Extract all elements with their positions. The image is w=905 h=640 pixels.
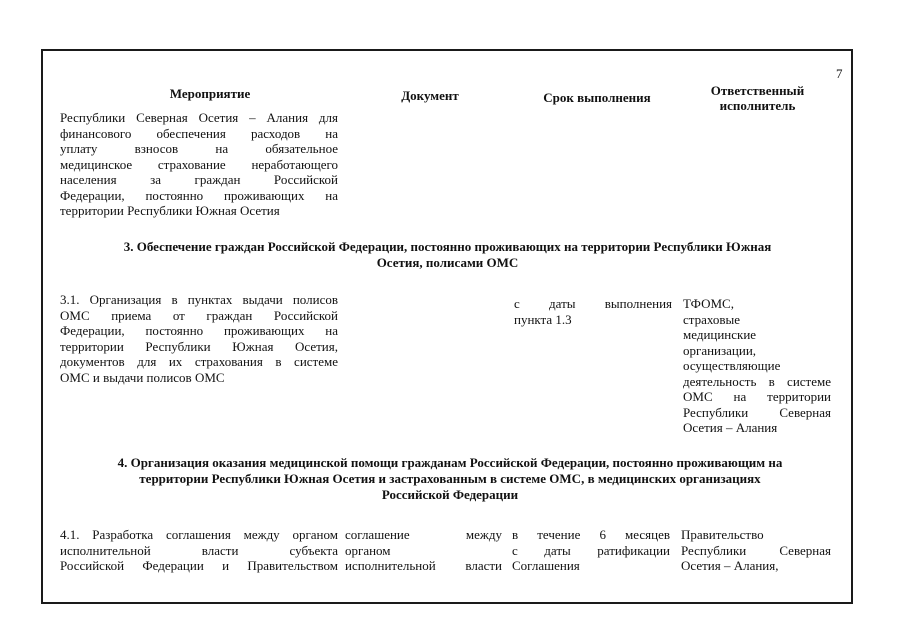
- item-3-1-line: Федерации, постоянно проживающих на: [60, 323, 338, 338]
- item-3-1-resp-line: ОМС на территории: [683, 389, 831, 404]
- carryover-line: Федерации, постоянно проживающих на: [60, 187, 338, 203]
- item-4-1-responsible: [681, 527, 831, 574]
- item-4-1-line: 4.1. Разработка соглашения между органом: [60, 527, 338, 542]
- section-3-heading: [60, 239, 835, 271]
- carryover-line: медицинское страхование неработающего: [60, 156, 338, 172]
- section-3-line2: Осетия, полисами ОМС: [376, 255, 519, 270]
- item-3-1-responsible: [683, 296, 831, 436]
- header-responsible: [690, 83, 825, 113]
- item-3-1-line: территории Республики Южная Осетия,: [60, 338, 338, 354]
- item-4-1-line: исполнительной власти субъекта: [60, 542, 338, 558]
- item-3-1-deadline: [514, 296, 672, 327]
- carryover-line: Республики Северная Осетия – Алания для: [60, 110, 338, 125]
- header-document: Документ: [401, 88, 459, 103]
- item-4-1-deadline-line: в течение 6 месяцев: [512, 527, 670, 542]
- header-responsible-line1: Ответственный: [710, 83, 805, 98]
- section-4-line3: Российской Федерации: [381, 487, 519, 502]
- item-3-1-resp-line: Осетия – Алания: [683, 420, 778, 435]
- section-4-heading: [55, 455, 845, 503]
- item-3-1-line: 3.1. Организация в пунктах выдачи полисов: [60, 292, 338, 307]
- item-4-1-measure: [60, 527, 338, 574]
- item-3-1-measure: [60, 292, 338, 385]
- header-responsible-line2: исполнитель: [719, 98, 796, 113]
- item-3-1-resp-line: организации,: [683, 342, 757, 358]
- item-3-1-deadline-line: пункта 1.3: [514, 311, 572, 327]
- item-4-1-resp-line: Республики Северная: [681, 542, 831, 558]
- page-number: 7: [836, 66, 843, 81]
- item-3-1-line: ОМС приема от граждан Российской: [60, 307, 338, 323]
- item-3-1-deadline-line: с даты выполнения: [514, 296, 672, 311]
- item-3-1-resp-line: Республики Северная: [683, 404, 831, 420]
- header-deadline: Срок выполнения: [543, 90, 651, 105]
- item-3-1-line: документов для их страхования в системе: [60, 354, 338, 369]
- item-3-1-resp-line: ТФОМС,: [683, 296, 734, 311]
- item-4-1-deadline-line: Соглашения: [512, 558, 580, 573]
- item-4-1-deadline-line: с даты ратификации: [512, 542, 670, 558]
- section-3-line1: 3. Обеспечение граждан Российской Федерации, постоянно проживающих на территории Республики Южная: [123, 239, 772, 254]
- item-3-1-resp-line: медицинские: [683, 327, 757, 342]
- carryover-line: населения за граждан Российской: [60, 172, 338, 187]
- item-3-1-line: ОМС и выдачи полисов ОМС: [60, 369, 225, 385]
- item-4-1-document: [345, 527, 502, 574]
- item-4-1-deadline: [512, 527, 670, 574]
- item-4-1-resp-line: Правительство: [681, 527, 764, 542]
- item-3-1-resp-line: деятельность в системе: [683, 373, 831, 389]
- carryover-line: территории Республики Южная Осетия: [60, 203, 280, 218]
- item-4-1-doc-line: соглашение между: [345, 527, 502, 542]
- item-3-1-resp-line: страховые: [683, 311, 741, 327]
- section-4-line2: территории Республики Южная Осетия и застрахованным в системе ОМС, в медицинских организациях: [139, 471, 761, 486]
- header-measure: Мероприятие: [169, 86, 251, 101]
- carryover-line: уплату взносов на обязательное: [60, 141, 338, 156]
- item-4-1-doc-line: исполнительной власти: [345, 558, 502, 573]
- item-4-1-resp-line: Осетия – Алания,: [681, 558, 779, 573]
- item-3-1-resp-line: осуществляющие: [683, 358, 781, 373]
- item-4-1-line: Российской Федерации и Правительством: [60, 558, 338, 573]
- carryover-text: [60, 110, 338, 219]
- item-4-1-doc-line: органом: [345, 542, 391, 558]
- carryover-line: финансового обеспечения расходов на: [60, 125, 338, 141]
- section-4-line1: 4. Организация оказания медицинской помощи гражданам Российской Федерации, постоянно проживающим на: [117, 455, 783, 470]
